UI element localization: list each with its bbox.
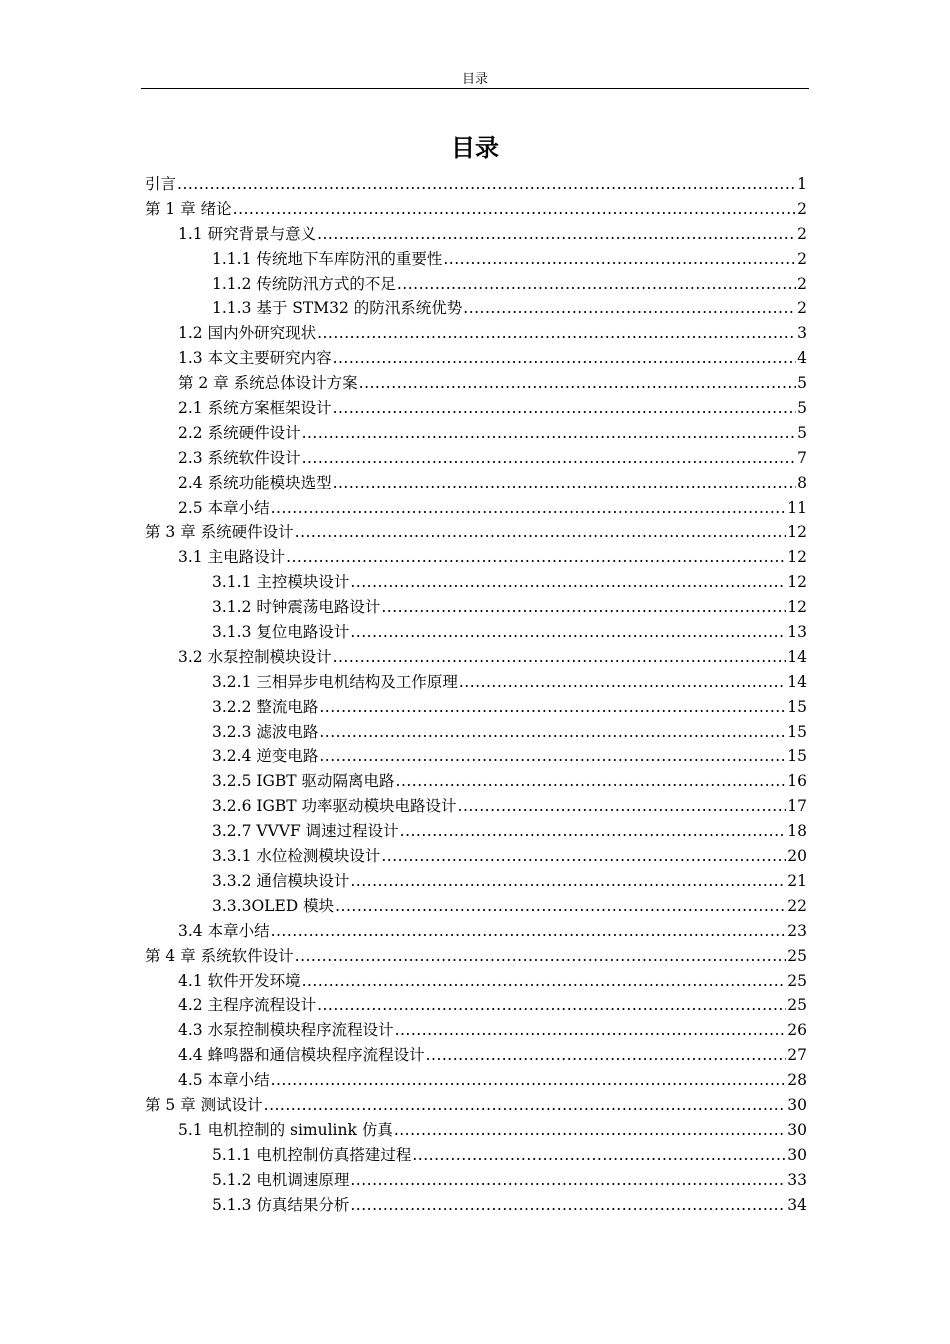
toc-entry-label: 5.1.3 仿真结果分析 <box>212 1195 350 1214</box>
toc-entry-page-number: 15 <box>787 747 807 766</box>
dot-leader <box>319 723 786 741</box>
toc-entry-page-number: 12 <box>787 573 807 592</box>
toc-entry-label: 第 2 章 系统总体设计方案 <box>178 374 358 393</box>
toc-entry[interactable] <box>145 172 807 197</box>
toc-entry-label: 3.2.6 IGBT 功率驱动模块电路设计 <box>212 797 457 816</box>
dot-leader <box>458 797 787 815</box>
header-divider <box>141 88 809 89</box>
toc-entry-page-number: 25 <box>787 996 807 1015</box>
toc-entry[interactable] <box>145 844 807 869</box>
toc-entry-label: 2.5 本章小结 <box>178 498 270 517</box>
dot-leader <box>381 847 786 865</box>
toc-entry-page-number: 1 <box>797 175 807 193</box>
toc-entry-page-number: 17 <box>787 797 807 816</box>
toc-entry-page-number: 2 <box>797 274 807 293</box>
toc-entry[interactable] <box>145 1043 807 1068</box>
dot-leader <box>317 225 796 243</box>
toc-entry-label: 3.1 主电路设计 <box>178 548 286 567</box>
toc-entry-label: 5.1.2 电机调速原理 <box>212 1170 350 1189</box>
toc-entry-label: 3.1.1 主控模块设计 <box>212 573 350 592</box>
toc-entry-label: 3.1.2 时钟震荡电路设计 <box>212 598 381 617</box>
toc-entry-page-number: 22 <box>787 896 807 915</box>
dot-leader <box>295 523 787 541</box>
toc-entry-page-number: 30 <box>787 1120 807 1139</box>
toc-entry[interactable] <box>145 1068 807 1093</box>
toc-entry[interactable] <box>145 919 807 944</box>
toc-entry[interactable] <box>145 1118 807 1143</box>
toc-entry-label: 1.1.2 传统防汛方式的不足 <box>212 274 396 293</box>
toc-entry[interactable] <box>145 496 807 521</box>
dot-leader <box>302 449 797 467</box>
dot-leader <box>350 1171 786 1189</box>
toc-entry-label: 4.1 软件开发环境 <box>178 971 301 990</box>
toc-entry-label: 1.1 研究背景与意义 <box>178 224 317 243</box>
dot-leader <box>317 996 786 1014</box>
toc-entry[interactable] <box>145 1018 807 1043</box>
toc-entry-page-number: 18 <box>787 822 807 841</box>
toc-entry-page-number: 28 <box>787 1071 807 1090</box>
toc-entry-page-number: 3 <box>797 324 807 343</box>
toc-entry[interactable] <box>145 1143 807 1168</box>
dot-leader <box>302 424 797 442</box>
toc-entry-label: 引言 <box>145 175 177 193</box>
toc-entry-label: 1.2 国内外研究现状 <box>178 324 317 343</box>
toc-entry-page-number: 2 <box>797 299 807 318</box>
toc-entry-page-number: 2 <box>797 224 807 243</box>
toc-entry-label: 3.2.1 三相异步电机结构及工作原理 <box>212 672 458 691</box>
dot-leader <box>394 1121 786 1139</box>
toc-entry[interactable] <box>145 1193 807 1218</box>
toc-entry-label: 1.3 本文主要研究内容 <box>178 349 332 368</box>
toc-entry-label: 5.1 电机控制的 simulink 仿真 <box>178 1120 393 1139</box>
toc-entry[interactable] <box>145 446 807 471</box>
toc-entry[interactable] <box>145 197 807 222</box>
toc-entry-label: 3.2.5 IGBT 驱动隔离电路 <box>212 772 395 791</box>
page-title: 目录 <box>451 134 499 162</box>
toc-entry-label: 3.3.2 通信模块设计 <box>212 871 350 890</box>
toc-entry-label: 2.2 系统硬件设计 <box>178 423 301 442</box>
toc-entry-page-number: 30 <box>787 1145 807 1164</box>
toc-entry-page-number: 25 <box>787 946 807 965</box>
toc-entry-page-number: 5 <box>797 374 807 393</box>
toc-entry-page-number: 34 <box>787 1195 807 1214</box>
toc-entry[interactable] <box>145 272 807 297</box>
toc-entry-page-number: 16 <box>787 772 807 791</box>
running-header: 目录 <box>461 72 488 87</box>
toc-entry[interactable] <box>145 296 807 321</box>
toc-entry-label: 第 1 章 绪论 <box>145 199 232 218</box>
dot-leader <box>295 947 787 965</box>
dot-leader <box>359 374 796 392</box>
toc-entry[interactable] <box>145 1093 807 1118</box>
dot-leader <box>317 324 796 342</box>
toc-entry[interactable] <box>145 869 807 894</box>
toc-entry[interactable] <box>145 744 807 769</box>
toc-entry[interactable] <box>145 819 807 844</box>
dot-leader <box>396 772 787 790</box>
dot-leader <box>350 623 786 641</box>
dot-leader <box>271 922 787 940</box>
dot-leader <box>459 673 786 691</box>
dot-leader <box>333 349 797 367</box>
toc-entry-page-number: 4 <box>797 349 807 368</box>
toc-entry-page-number: 2 <box>797 199 807 218</box>
dot-leader <box>302 972 787 990</box>
dot-leader <box>319 747 786 765</box>
dot-leader <box>400 822 787 840</box>
toc-entry-page-number: 26 <box>787 1021 807 1040</box>
toc-entry[interactable] <box>145 421 807 446</box>
toc-entry-label: 3.3.1 水位检测模块设计 <box>212 847 381 866</box>
toc-entry[interactable] <box>145 794 807 819</box>
dot-leader <box>350 872 786 890</box>
dot-leader <box>271 499 787 517</box>
dot-leader <box>463 299 796 317</box>
toc-entry-label: 4.2 主程序流程设计 <box>178 996 317 1015</box>
toc-entry[interactable] <box>145 371 807 396</box>
dot-leader <box>233 200 796 218</box>
toc-entry-page-number: 14 <box>787 647 807 666</box>
toc-entry-page-number: 7 <box>797 448 807 467</box>
table-of-contents <box>145 172 807 1217</box>
toc-entry[interactable] <box>145 695 807 720</box>
toc-entry-label: 3.1.3 复位电路设计 <box>212 623 350 642</box>
toc-entry-page-number: 15 <box>787 722 807 741</box>
dot-leader <box>319 698 786 716</box>
toc-entry-label: 第 3 章 系统硬件设计 <box>145 523 294 542</box>
toc-entry-page-number: 11 <box>787 498 807 517</box>
toc-entry-label: 3.4 本章小结 <box>178 921 270 940</box>
toc-entry-page-number: 5 <box>797 399 807 418</box>
toc-entry-label: 1.1.1 传统地下车库防汛的重要性 <box>212 249 443 268</box>
toc-entry-page-number: 20 <box>787 847 807 866</box>
dot-leader <box>286 548 786 566</box>
dot-leader <box>426 1046 787 1064</box>
toc-entry-label: 第 5 章 测试设计 <box>145 1095 263 1114</box>
dot-leader <box>350 573 786 591</box>
toc-entry-page-number: 8 <box>797 473 807 492</box>
toc-entry-page-number: 12 <box>787 548 807 567</box>
toc-entry-page-number: 14 <box>787 672 807 691</box>
dot-leader <box>443 250 796 268</box>
dot-leader <box>333 648 787 666</box>
dot-leader <box>350 1196 786 1214</box>
toc-entry-label: 4.5 本章小结 <box>178 1071 270 1090</box>
toc-entry-label: 3.2.3 滤波电路 <box>212 722 319 741</box>
dot-leader <box>333 474 797 492</box>
toc-entry[interactable] <box>145 620 807 645</box>
dot-leader <box>381 598 786 616</box>
toc-entry[interactable] <box>145 520 807 545</box>
toc-entry[interactable] <box>145 595 807 620</box>
toc-entry-page-number: 12 <box>787 523 807 542</box>
toc-entry-label: 2.4 系统功能模块选型 <box>178 473 332 492</box>
dot-leader <box>177 175 796 193</box>
toc-entry-page-number: 2 <box>797 249 807 268</box>
toc-entry-label: 第 4 章 系统软件设计 <box>145 946 294 965</box>
toc-entry-page-number: 15 <box>787 697 807 716</box>
toc-entry[interactable] <box>145 944 807 969</box>
toc-entry[interactable] <box>145 993 807 1018</box>
toc-entry[interactable] <box>145 720 807 745</box>
toc-entry-label: 4.4 蜂鸣器和通信模块程序流程设计 <box>178 1046 425 1065</box>
toc-entry-page-number: 5 <box>797 423 807 442</box>
toc-entry[interactable] <box>145 396 807 421</box>
toc-entry-label: 2.3 系统软件设计 <box>178 448 301 467</box>
toc-entry-page-number: 25 <box>787 971 807 990</box>
dot-leader <box>333 399 797 417</box>
toc-entry-page-number: 23 <box>787 921 807 940</box>
toc-entry[interactable] <box>145 570 807 595</box>
toc-entry[interactable] <box>145 969 807 994</box>
toc-entry[interactable] <box>145 346 807 371</box>
toc-entry-label: 4.3 水泵控制模块程序流程设计 <box>178 1021 394 1040</box>
toc-entry[interactable] <box>145 769 807 794</box>
toc-entry-label: 3.2 水泵控制模块设计 <box>178 647 332 666</box>
toc-entry[interactable] <box>145 1168 807 1193</box>
toc-entry[interactable] <box>145 321 807 346</box>
toc-entry-page-number: 21 <box>787 871 807 890</box>
toc-entry[interactable] <box>145 670 807 695</box>
toc-entry-label: 1.1.3 基于 STM32 的防汛系统优势 <box>212 299 463 318</box>
dot-leader <box>264 1096 787 1114</box>
toc-entry-label: 3.2.2 整流电路 <box>212 697 319 716</box>
toc-entry-page-number: 30 <box>787 1095 807 1114</box>
toc-entry-label: 3.2.7 VVVF 调速过程设计 <box>212 822 399 841</box>
toc-entry[interactable] <box>145 545 807 570</box>
toc-entry[interactable] <box>145 894 807 919</box>
dot-leader <box>395 1021 787 1039</box>
toc-entry[interactable] <box>145 645 807 670</box>
toc-entry-page-number: 12 <box>787 598 807 617</box>
toc-entry[interactable] <box>145 471 807 496</box>
toc-entry-page-number: 13 <box>787 623 807 642</box>
toc-entry-label: 3.3.3OLED 模块 <box>212 896 335 915</box>
dot-leader <box>271 1071 787 1089</box>
dot-leader <box>412 1146 786 1164</box>
toc-entry-label: 2.1 系统方案框架设计 <box>178 399 332 418</box>
toc-entry[interactable] <box>145 247 807 272</box>
dot-leader <box>335 897 786 915</box>
toc-entry-label: 3.2.4 逆变电路 <box>212 747 319 766</box>
dot-leader <box>397 275 796 293</box>
toc-entry[interactable] <box>145 222 807 247</box>
toc-entry-page-number: 33 <box>787 1170 807 1189</box>
toc-entry-label: 5.1.1 电机控制仿真搭建过程 <box>212 1145 412 1164</box>
toc-entry-page-number: 27 <box>787 1046 807 1065</box>
